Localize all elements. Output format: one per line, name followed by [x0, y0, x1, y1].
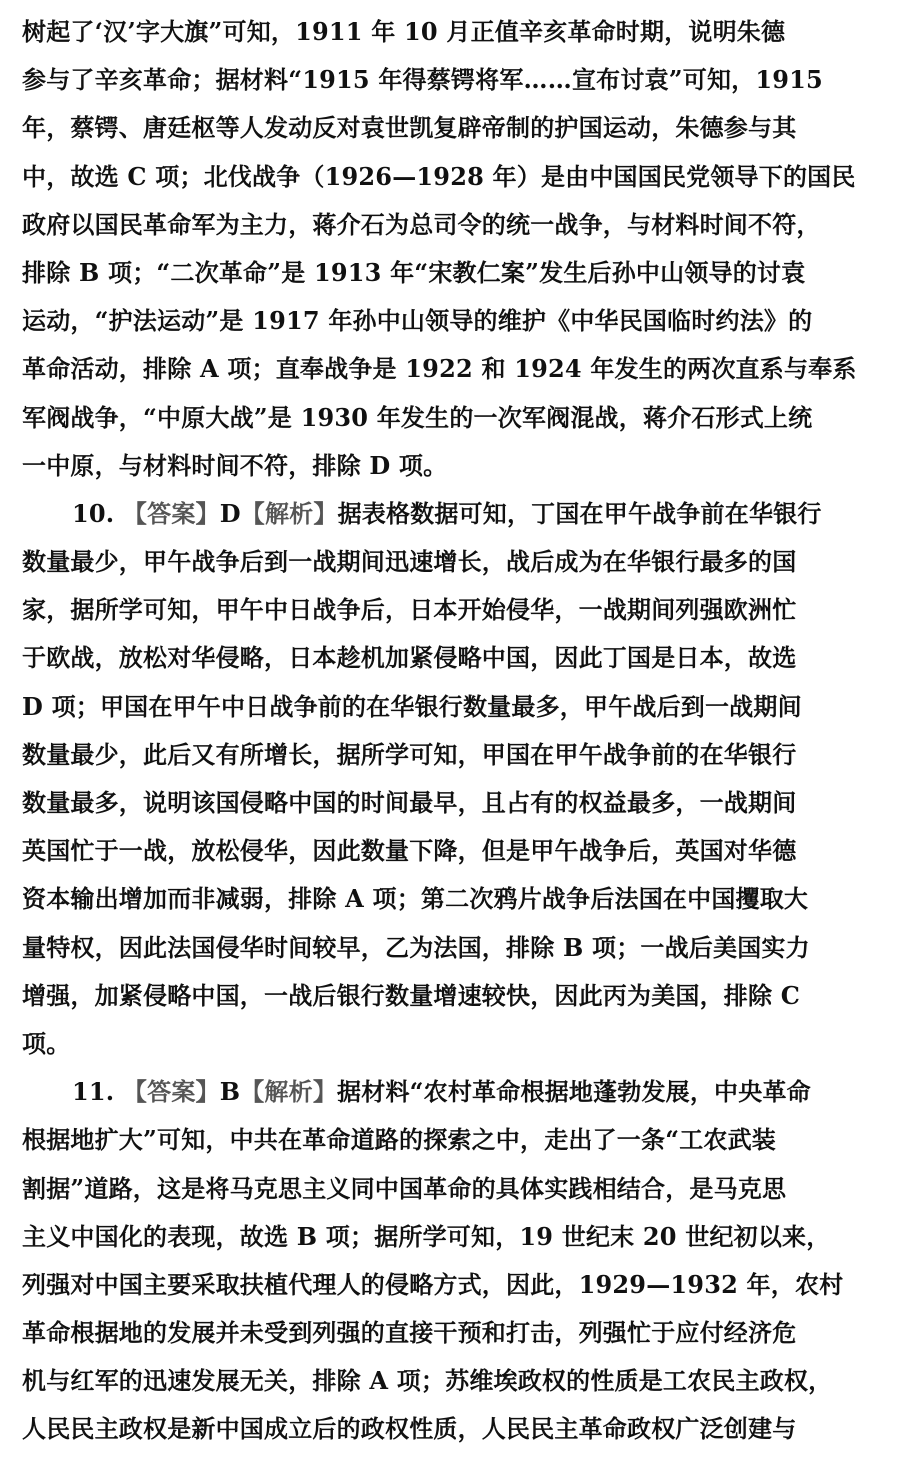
text-line: 增强，加紧侵略中国，一战后银行数量增速较快，因此丙为美国，排除 C [22, 980, 801, 1010]
answer-value: B [219, 1077, 241, 1107]
analysis-first-line: 据材料“农村革命根据地蓬勃发展，中央革命 [337, 1077, 811, 1107]
q10-explanation [22, 490, 880, 1068]
text-line: 数量最少，甲午战争后到一战期间迅速增长，战后成为在华银行最多的国 [22, 547, 797, 577]
answer-label: 【答案】 [122, 498, 220, 528]
text-line: 人民民主政权是新中国成立后的政权性质，人民民主革命政权广泛创建与 [22, 1414, 797, 1444]
text-line: 英国忙于一战，放松侵华，因此数量下降，但是甲午战争后，英国对华德 [22, 836, 797, 866]
text-line: 年，蔡锷、唐廷枢等人发动反对袁世凯复辟帝制的护国运动，朱德参与其 [22, 113, 797, 143]
text-line: 根据地扩大”可知，中共在革命道路的探索之中，走出了一条“工农武装 [22, 1125, 777, 1155]
answer-explanation-page [22, 8, 880, 1454]
text-line: 于欧战，放松对华侵略，日本趁机加紧侵略中国，因此丁国是日本，故选 [22, 643, 797, 673]
text-line: 数量最少，此后又有所增长，据所学可知，甲国在甲午战争前的在华银行 [22, 739, 797, 769]
text-line: 机与红军的迅速发展无关，排除 A 项；苏维埃政权的性质是工农民主政权， [22, 1366, 833, 1396]
text-line: 主义中国化的表现，故选 B 项；据所学可知，19 世纪末 20 世纪初以来， [22, 1221, 831, 1251]
text-line: D 项；甲国在甲午中日战争前的在华银行数量最多，甲午战后到一战期间 [22, 691, 802, 721]
answer-label: 【答案】 [122, 1077, 220, 1107]
text-line: 排除 B 项；“二次革命”是 1913 年“宋教仁案”发生后孙中山领导的讨袁 [22, 257, 806, 287]
text-line: 中，故选 C 项；北伐战争（1926—1928 年）是由中国国民党领导下的国民 [22, 161, 856, 191]
q11-explanation [22, 1068, 880, 1454]
q11-header-line [22, 1068, 880, 1116]
text-line: 树起了‘汉’字大旗”可知，1911 年 10 月正值辛亥革命时期，说明朱德 [22, 17, 786, 46]
text-line: 革命根据地的发展并未受到列强的直接干预和打击，列强忙于应付经济危 [22, 1318, 797, 1348]
analysis-label: 【解析】 [240, 498, 338, 528]
text-line: 割据”道路，这是将马克思主义同中国革命的具体实践相结合，是马克思 [22, 1173, 787, 1203]
text-line: 数量最多，说明该国侵略中国的时间最早，且占有的权益最多，一战期间 [22, 788, 797, 817]
text-line: 项。 [22, 1028, 71, 1058]
q9-explanation-continued [22, 8, 880, 490]
question-number: 11. [72, 1077, 115, 1107]
text-line: 革命活动，排除 A 项；直奉战争是 1922 和 1924 年发生的两次直系与奉系 [22, 354, 857, 384]
text-line: 军阀战争，“中原大战”是 1930 年发生的一次军阀混战，蒋介石形式上统 [22, 402, 813, 432]
text-line: 列强对中国主要采取扶植代理人的侵略方式，因此，1929—1932 年，农村 [22, 1269, 844, 1299]
question-number: 10. [72, 498, 115, 528]
text-line: 资本输出增加而非减弱，排除 A 项；第二次鸦片战争后法国在中国攫取大 [22, 884, 809, 914]
answer-value: D [219, 498, 241, 528]
analysis-label: 【解析】 [240, 1077, 338, 1107]
q10-header-line [22, 490, 880, 538]
text-line: 运动，“护法运动”是 1917 年孙中山领导的维护《中华民国临时约法》的 [22, 306, 813, 336]
text-line: 一中原，与材料时间不符，排除 D 项。 [22, 450, 448, 480]
analysis-first-line: 据表格数据可知，丁国在甲午战争前在华银行 [337, 498, 822, 528]
text-line: 量特权，因此法国侵华时间较早，乙为法国，排除 B 项；一战后美国实力 [22, 932, 810, 962]
text-line: 政府以国民革命军为主力，蒋介石为总司令的统一战争，与材料时间不符， [22, 209, 821, 239]
text-line: 家，据所学可知，甲午中日战争后，日本开始侵华，一战期间列强欧洲忙 [22, 595, 797, 625]
text-line: 参与了辛亥革命；据材料“1915 年得蔡锷将军……宣布讨袁”可知，1915 [22, 65, 823, 95]
